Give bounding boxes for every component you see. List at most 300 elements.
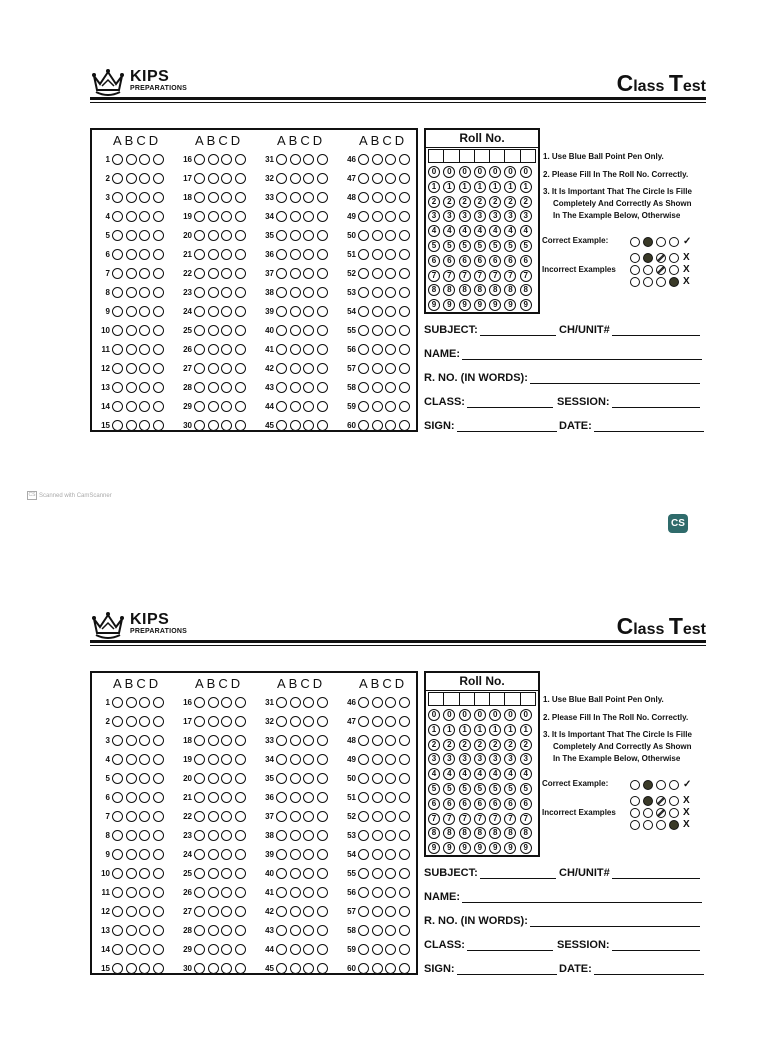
answer-bubble[interactable] [153, 344, 164, 355]
answer-bubble[interactable] [276, 944, 287, 955]
answer-bubble[interactable] [208, 211, 219, 222]
answer-bubble[interactable] [276, 849, 287, 860]
answer-bubble[interactable] [235, 773, 246, 784]
answer-bubble[interactable] [139, 849, 150, 860]
roll-digit-bubble[interactable]: 9 [504, 299, 516, 311]
roll-digit-bubble[interactable]: 2 [474, 739, 486, 751]
answer-bubble[interactable] [126, 906, 137, 917]
answer-bubble[interactable] [139, 735, 150, 746]
answer-bubble[interactable] [221, 773, 232, 784]
answer-bubble[interactable] [303, 906, 314, 917]
answer-bubble[interactable] [153, 211, 164, 222]
answer-bubble[interactable] [372, 925, 383, 936]
answer-bubble[interactable] [126, 382, 137, 393]
roll-digit-bubble[interactable]: 0 [489, 709, 501, 721]
answer-bubble[interactable] [153, 420, 164, 431]
answer-bubble[interactable] [290, 925, 301, 936]
roll-digit-box[interactable] [521, 692, 536, 706]
answer-bubble[interactable] [153, 382, 164, 393]
answer-bubble[interactable] [290, 792, 301, 803]
answer-bubble[interactable] [208, 735, 219, 746]
roll-digit-box[interactable] [521, 149, 536, 163]
roll-digit-bubble[interactable]: 4 [474, 768, 486, 780]
answer-bubble[interactable] [208, 382, 219, 393]
answer-bubble[interactable] [358, 401, 369, 412]
answer-bubble[interactable] [112, 230, 123, 241]
answer-bubble[interactable] [208, 963, 219, 974]
ch-unit-field[interactable]: CH/UNIT# [559, 867, 700, 879]
answer-bubble[interactable] [372, 735, 383, 746]
answer-bubble[interactable] [290, 249, 301, 260]
answer-bubble[interactable] [303, 287, 314, 298]
roll-digit-bubble[interactable]: 9 [489, 299, 501, 311]
answer-bubble[interactable] [112, 716, 123, 727]
answer-bubble[interactable] [221, 287, 232, 298]
answer-bubble[interactable] [208, 887, 219, 898]
answer-bubble[interactable] [235, 420, 246, 431]
answer-bubble[interactable] [139, 401, 150, 412]
answer-bubble[interactable] [303, 697, 314, 708]
answer-bubble[interactable] [317, 344, 328, 355]
answer-bubble[interactable] [126, 173, 137, 184]
answer-bubble[interactable] [235, 306, 246, 317]
roll-digit-bubble[interactable]: 6 [474, 255, 486, 267]
answer-bubble[interactable] [208, 287, 219, 298]
subject-field[interactable]: SUBJECT: [424, 867, 556, 879]
roll-digit-bubble[interactable]: 5 [459, 783, 471, 795]
roll-digit-bubble[interactable]: 9 [459, 842, 471, 854]
answer-bubble[interactable] [112, 420, 123, 431]
answer-bubble[interactable] [303, 211, 314, 222]
name-field[interactable]: NAME: [424, 348, 702, 360]
answer-bubble[interactable] [303, 773, 314, 784]
answer-bubble[interactable] [399, 173, 410, 184]
answer-bubble[interactable] [235, 154, 246, 165]
answer-bubble[interactable] [303, 249, 314, 260]
answer-bubble[interactable] [139, 811, 150, 822]
answer-bubble[interactable] [290, 382, 301, 393]
answer-bubble[interactable] [126, 325, 137, 336]
answer-bubble[interactable] [194, 811, 205, 822]
answer-bubble[interactable] [290, 154, 301, 165]
roll-digit-bubble[interactable]: 2 [489, 196, 501, 208]
class-field[interactable]: CLASS: [424, 939, 553, 951]
roll-digit-bubble[interactable]: 6 [443, 255, 455, 267]
roll-digit-bubble[interactable]: 3 [428, 210, 440, 222]
roll-in-words-field[interactable]: R. NO. (IN WORDS): [424, 372, 700, 384]
roll-digit-bubble[interactable]: 2 [520, 739, 532, 751]
answer-bubble[interactable] [153, 230, 164, 241]
answer-bubble[interactable] [303, 735, 314, 746]
answer-bubble[interactable] [208, 868, 219, 879]
answer-bubble[interactable] [317, 773, 328, 784]
answer-bubble[interactable] [153, 887, 164, 898]
answer-bubble[interactable] [276, 830, 287, 841]
roll-digit-bubble[interactable]: 9 [520, 299, 532, 311]
answer-bubble[interactable] [235, 382, 246, 393]
answer-bubble[interactable] [317, 306, 328, 317]
answer-bubble[interactable] [194, 268, 205, 279]
answer-bubble[interactable] [276, 773, 287, 784]
answer-bubble[interactable] [290, 944, 301, 955]
sign-field[interactable]: SIGN: [424, 420, 557, 432]
answer-bubble[interactable] [235, 287, 246, 298]
answer-bubble[interactable] [153, 401, 164, 412]
answer-bubble[interactable] [399, 249, 410, 260]
roll-digit-bubble[interactable]: 6 [520, 255, 532, 267]
answer-bubble[interactable] [139, 382, 150, 393]
answer-bubble[interactable] [303, 849, 314, 860]
answer-bubble[interactable] [208, 697, 219, 708]
answer-bubble[interactable] [235, 268, 246, 279]
roll-digit-bubble[interactable]: 0 [443, 709, 455, 721]
answer-bubble[interactable] [126, 963, 137, 974]
answer-bubble[interactable] [153, 773, 164, 784]
answer-bubble[interactable] [276, 963, 287, 974]
answer-bubble[interactable] [372, 830, 383, 841]
answer-bubble[interactable] [208, 716, 219, 727]
answer-bubble[interactable] [139, 211, 150, 222]
answer-bubble[interactable] [303, 344, 314, 355]
answer-bubble[interactable] [112, 735, 123, 746]
answer-bubble[interactable] [317, 830, 328, 841]
answer-bubble[interactable] [317, 849, 328, 860]
answer-bubble[interactable] [139, 268, 150, 279]
answer-bubble[interactable] [317, 325, 328, 336]
answer-bubble[interactable] [385, 211, 396, 222]
roll-digit-bubble[interactable]: 7 [489, 270, 501, 282]
answer-bubble[interactable] [276, 735, 287, 746]
answer-bubble[interactable] [221, 963, 232, 974]
answer-bubble[interactable] [317, 173, 328, 184]
answer-bubble[interactable] [221, 811, 232, 822]
answer-bubble[interactable] [399, 773, 410, 784]
answer-bubble[interactable] [221, 925, 232, 936]
answer-bubble[interactable] [235, 963, 246, 974]
answer-bubble[interactable] [290, 773, 301, 784]
answer-bubble[interactable] [385, 173, 396, 184]
answer-bubble[interactable] [194, 944, 205, 955]
answer-bubble[interactable] [112, 382, 123, 393]
answer-bubble[interactable] [112, 154, 123, 165]
answer-bubble[interactable] [276, 925, 287, 936]
answer-bubble[interactable] [153, 925, 164, 936]
roll-digit-box[interactable] [460, 149, 475, 163]
roll-digit-bubble[interactable]: 9 [520, 842, 532, 854]
answer-bubble[interactable] [153, 697, 164, 708]
answer-bubble[interactable] [372, 773, 383, 784]
roll-digit-bubble[interactable]: 4 [459, 225, 471, 237]
answer-bubble[interactable] [235, 849, 246, 860]
answer-bubble[interactable] [303, 792, 314, 803]
answer-bubble[interactable] [235, 906, 246, 917]
answer-bubble[interactable] [358, 716, 369, 727]
answer-bubble[interactable] [208, 811, 219, 822]
roll-digit-bubble[interactable]: 8 [443, 284, 455, 296]
answer-bubble[interactable] [303, 868, 314, 879]
answer-bubble[interactable] [358, 697, 369, 708]
answer-bubble[interactable] [208, 792, 219, 803]
answer-bubble[interactable] [358, 173, 369, 184]
roll-digit-bubble[interactable]: 2 [520, 196, 532, 208]
answer-bubble[interactable] [112, 211, 123, 222]
answer-bubble[interactable] [385, 735, 396, 746]
answer-bubble[interactable] [235, 192, 246, 203]
answer-bubble[interactable] [194, 887, 205, 898]
roll-digit-bubble[interactable]: 6 [474, 798, 486, 810]
answer-bubble[interactable] [317, 154, 328, 165]
answer-bubble[interactable] [112, 811, 123, 822]
answer-bubble[interactable] [303, 382, 314, 393]
roll-digit-bubble[interactable]: 4 [489, 225, 501, 237]
answer-bubble[interactable] [303, 306, 314, 317]
answer-bubble[interactable] [112, 401, 123, 412]
answer-bubble[interactable] [126, 925, 137, 936]
answer-bubble[interactable] [112, 249, 123, 260]
roll-digit-bubble[interactable]: 7 [474, 270, 486, 282]
answer-bubble[interactable] [112, 792, 123, 803]
answer-bubble[interactable] [194, 154, 205, 165]
answer-bubble[interactable] [126, 154, 137, 165]
answer-bubble[interactable] [276, 344, 287, 355]
answer-bubble[interactable] [303, 268, 314, 279]
answer-bubble[interactable] [276, 363, 287, 374]
roll-digit-bubble[interactable]: 1 [474, 724, 486, 736]
answer-bubble[interactable] [358, 211, 369, 222]
roll-digit-box[interactable] [444, 692, 459, 706]
roll-digit-bubble[interactable]: 4 [428, 225, 440, 237]
answer-bubble[interactable] [235, 325, 246, 336]
answer-bubble[interactable] [317, 249, 328, 260]
answer-bubble[interactable] [112, 868, 123, 879]
answer-bubble[interactable] [358, 963, 369, 974]
answer-bubble[interactable] [358, 887, 369, 898]
answer-bubble[interactable] [372, 697, 383, 708]
roll-digit-bubble[interactable]: 9 [489, 842, 501, 854]
answer-bubble[interactable] [303, 154, 314, 165]
roll-digit-bubble[interactable]: 9 [443, 299, 455, 311]
answer-bubble[interactable] [290, 811, 301, 822]
answer-bubble[interactable] [358, 363, 369, 374]
roll-digit-bubble[interactable]: 9 [428, 842, 440, 854]
ch-unit-field[interactable]: CH/UNIT# [559, 324, 700, 336]
answer-bubble[interactable] [290, 735, 301, 746]
roll-digit-bubble[interactable]: 0 [520, 709, 532, 721]
roll-digit-box[interactable] [505, 149, 520, 163]
answer-bubble[interactable] [221, 887, 232, 898]
class-field[interactable]: CLASS: [424, 396, 553, 408]
roll-digit-bubble[interactable]: 6 [443, 798, 455, 810]
answer-bubble[interactable] [126, 306, 137, 317]
roll-digit-bubble[interactable]: 5 [474, 240, 486, 252]
answer-bubble[interactable] [372, 716, 383, 727]
roll-digit-bubble[interactable]: 3 [520, 753, 532, 765]
answer-bubble[interactable] [112, 925, 123, 936]
answer-bubble[interactable] [235, 249, 246, 260]
answer-bubble[interactable] [303, 173, 314, 184]
answer-bubble[interactable] [290, 268, 301, 279]
answer-bubble[interactable] [221, 830, 232, 841]
answer-bubble[interactable] [399, 735, 410, 746]
answer-bubble[interactable] [317, 925, 328, 936]
answer-bubble[interactable] [290, 868, 301, 879]
answer-bubble[interactable] [194, 325, 205, 336]
answer-bubble[interactable] [372, 211, 383, 222]
answer-bubble[interactable] [139, 925, 150, 936]
answer-bubble[interactable] [385, 868, 396, 879]
roll-digit-bubble[interactable]: 8 [428, 284, 440, 296]
roll-digit-bubble[interactable]: 7 [459, 270, 471, 282]
answer-bubble[interactable] [317, 906, 328, 917]
answer-bubble[interactable] [276, 173, 287, 184]
answer-bubble[interactable] [290, 325, 301, 336]
answer-bubble[interactable] [194, 401, 205, 412]
answer-bubble[interactable] [317, 401, 328, 412]
answer-bubble[interactable] [208, 925, 219, 936]
roll-digit-bubble[interactable]: 3 [504, 210, 516, 222]
answer-bubble[interactable] [194, 925, 205, 936]
answer-bubble[interactable] [139, 173, 150, 184]
answer-bubble[interactable] [317, 963, 328, 974]
answer-bubble[interactable] [194, 773, 205, 784]
answer-bubble[interactable] [221, 735, 232, 746]
answer-bubble[interactable] [317, 420, 328, 431]
answer-bubble[interactable] [276, 697, 287, 708]
answer-bubble[interactable] [194, 849, 205, 860]
answer-bubble[interactable] [385, 306, 396, 317]
roll-digit-bubble[interactable]: 9 [504, 842, 516, 854]
answer-bubble[interactable] [194, 230, 205, 241]
answer-bubble[interactable] [399, 811, 410, 822]
answer-bubble[interactable] [194, 306, 205, 317]
answer-bubble[interactable] [290, 420, 301, 431]
roll-digit-bubble[interactable]: 4 [474, 225, 486, 237]
answer-bubble[interactable] [221, 249, 232, 260]
answer-bubble[interactable] [399, 944, 410, 955]
answer-bubble[interactable] [221, 944, 232, 955]
answer-bubble[interactable] [235, 887, 246, 898]
answer-bubble[interactable] [153, 792, 164, 803]
answer-bubble[interactable] [112, 173, 123, 184]
answer-bubble[interactable] [112, 906, 123, 917]
roll-digit-bubble[interactable]: 1 [520, 181, 532, 193]
roll-digit-bubble[interactable]: 9 [459, 299, 471, 311]
answer-bubble[interactable] [372, 173, 383, 184]
answer-bubble[interactable] [126, 811, 137, 822]
answer-bubble[interactable] [399, 716, 410, 727]
answer-bubble[interactable] [153, 154, 164, 165]
roll-digit-bubble[interactable]: 1 [489, 724, 501, 736]
roll-digit-bubble[interactable]: 3 [474, 753, 486, 765]
roll-digit-bubble[interactable]: 6 [489, 255, 501, 267]
roll-digit-bubble[interactable]: 2 [489, 739, 501, 751]
answer-bubble[interactable] [126, 249, 137, 260]
answer-bubble[interactable] [372, 268, 383, 279]
roll-digit-bubble[interactable]: 8 [474, 827, 486, 839]
roll-digit-bubble[interactable]: 0 [474, 166, 486, 178]
answer-bubble[interactable] [372, 811, 383, 822]
answer-bubble[interactable] [112, 944, 123, 955]
roll-digit-bubble[interactable]: 3 [489, 753, 501, 765]
answer-bubble[interactable] [385, 230, 396, 241]
roll-digit-bubble[interactable]: 5 [489, 783, 501, 795]
answer-bubble[interactable] [208, 773, 219, 784]
roll-digit-bubble[interactable]: 3 [520, 210, 532, 222]
roll-digit-bubble[interactable]: 1 [443, 181, 455, 193]
answer-bubble[interactable] [290, 906, 301, 917]
answer-bubble[interactable] [126, 868, 137, 879]
answer-bubble[interactable] [385, 925, 396, 936]
answer-bubble[interactable] [153, 944, 164, 955]
roll-digit-bubble[interactable]: 3 [489, 210, 501, 222]
answer-bubble[interactable] [399, 925, 410, 936]
answer-bubble[interactable] [221, 716, 232, 727]
answer-bubble[interactable] [358, 754, 369, 765]
roll-digit-bubble[interactable]: 9 [428, 299, 440, 311]
answer-bubble[interactable] [221, 325, 232, 336]
answer-bubble[interactable] [399, 420, 410, 431]
answer-bubble[interactable] [358, 325, 369, 336]
answer-bubble[interactable] [194, 830, 205, 841]
subject-field[interactable]: SUBJECT: [424, 324, 556, 336]
answer-bubble[interactable] [139, 230, 150, 241]
answer-bubble[interactable] [126, 401, 137, 412]
answer-bubble[interactable] [385, 849, 396, 860]
answer-bubble[interactable] [399, 325, 410, 336]
answer-bubble[interactable] [399, 792, 410, 803]
answer-bubble[interactable] [317, 211, 328, 222]
roll-digit-bubble[interactable]: 8 [474, 284, 486, 296]
answer-bubble[interactable] [235, 401, 246, 412]
answer-bubble[interactable] [139, 887, 150, 898]
answer-bubble[interactable] [358, 382, 369, 393]
answer-bubble[interactable] [194, 735, 205, 746]
answer-bubble[interactable] [358, 906, 369, 917]
answer-bubble[interactable] [139, 344, 150, 355]
answer-bubble[interactable] [399, 192, 410, 203]
answer-bubble[interactable] [303, 963, 314, 974]
roll-digit-bubble[interactable]: 5 [489, 240, 501, 252]
answer-bubble[interactable] [317, 735, 328, 746]
answer-bubble[interactable] [358, 830, 369, 841]
answer-bubble[interactable] [372, 906, 383, 917]
answer-bubble[interactable] [399, 382, 410, 393]
answer-bubble[interactable] [372, 306, 383, 317]
answer-bubble[interactable] [303, 944, 314, 955]
answer-bubble[interactable] [276, 906, 287, 917]
answer-bubble[interactable] [372, 230, 383, 241]
date-field[interactable]: DATE: [559, 963, 704, 975]
roll-digit-bubble[interactable]: 5 [504, 240, 516, 252]
roll-digit-bubble[interactable]: 9 [474, 842, 486, 854]
answer-bubble[interactable] [126, 849, 137, 860]
answer-bubble[interactable] [385, 192, 396, 203]
answer-bubble[interactable] [290, 192, 301, 203]
roll-digit-bubble[interactable]: 2 [428, 196, 440, 208]
answer-bubble[interactable] [208, 906, 219, 917]
answer-bubble[interactable] [317, 811, 328, 822]
answer-bubble[interactable] [276, 887, 287, 898]
roll-digit-bubble[interactable]: 7 [504, 270, 516, 282]
roll-digit-bubble[interactable]: 7 [489, 813, 501, 825]
roll-digit-bubble[interactable]: 6 [428, 798, 440, 810]
answer-bubble[interactable] [235, 697, 246, 708]
answer-bubble[interactable] [194, 697, 205, 708]
answer-bubble[interactable] [139, 830, 150, 841]
answer-bubble[interactable] [303, 830, 314, 841]
answer-bubble[interactable] [290, 830, 301, 841]
answer-bubble[interactable] [276, 249, 287, 260]
